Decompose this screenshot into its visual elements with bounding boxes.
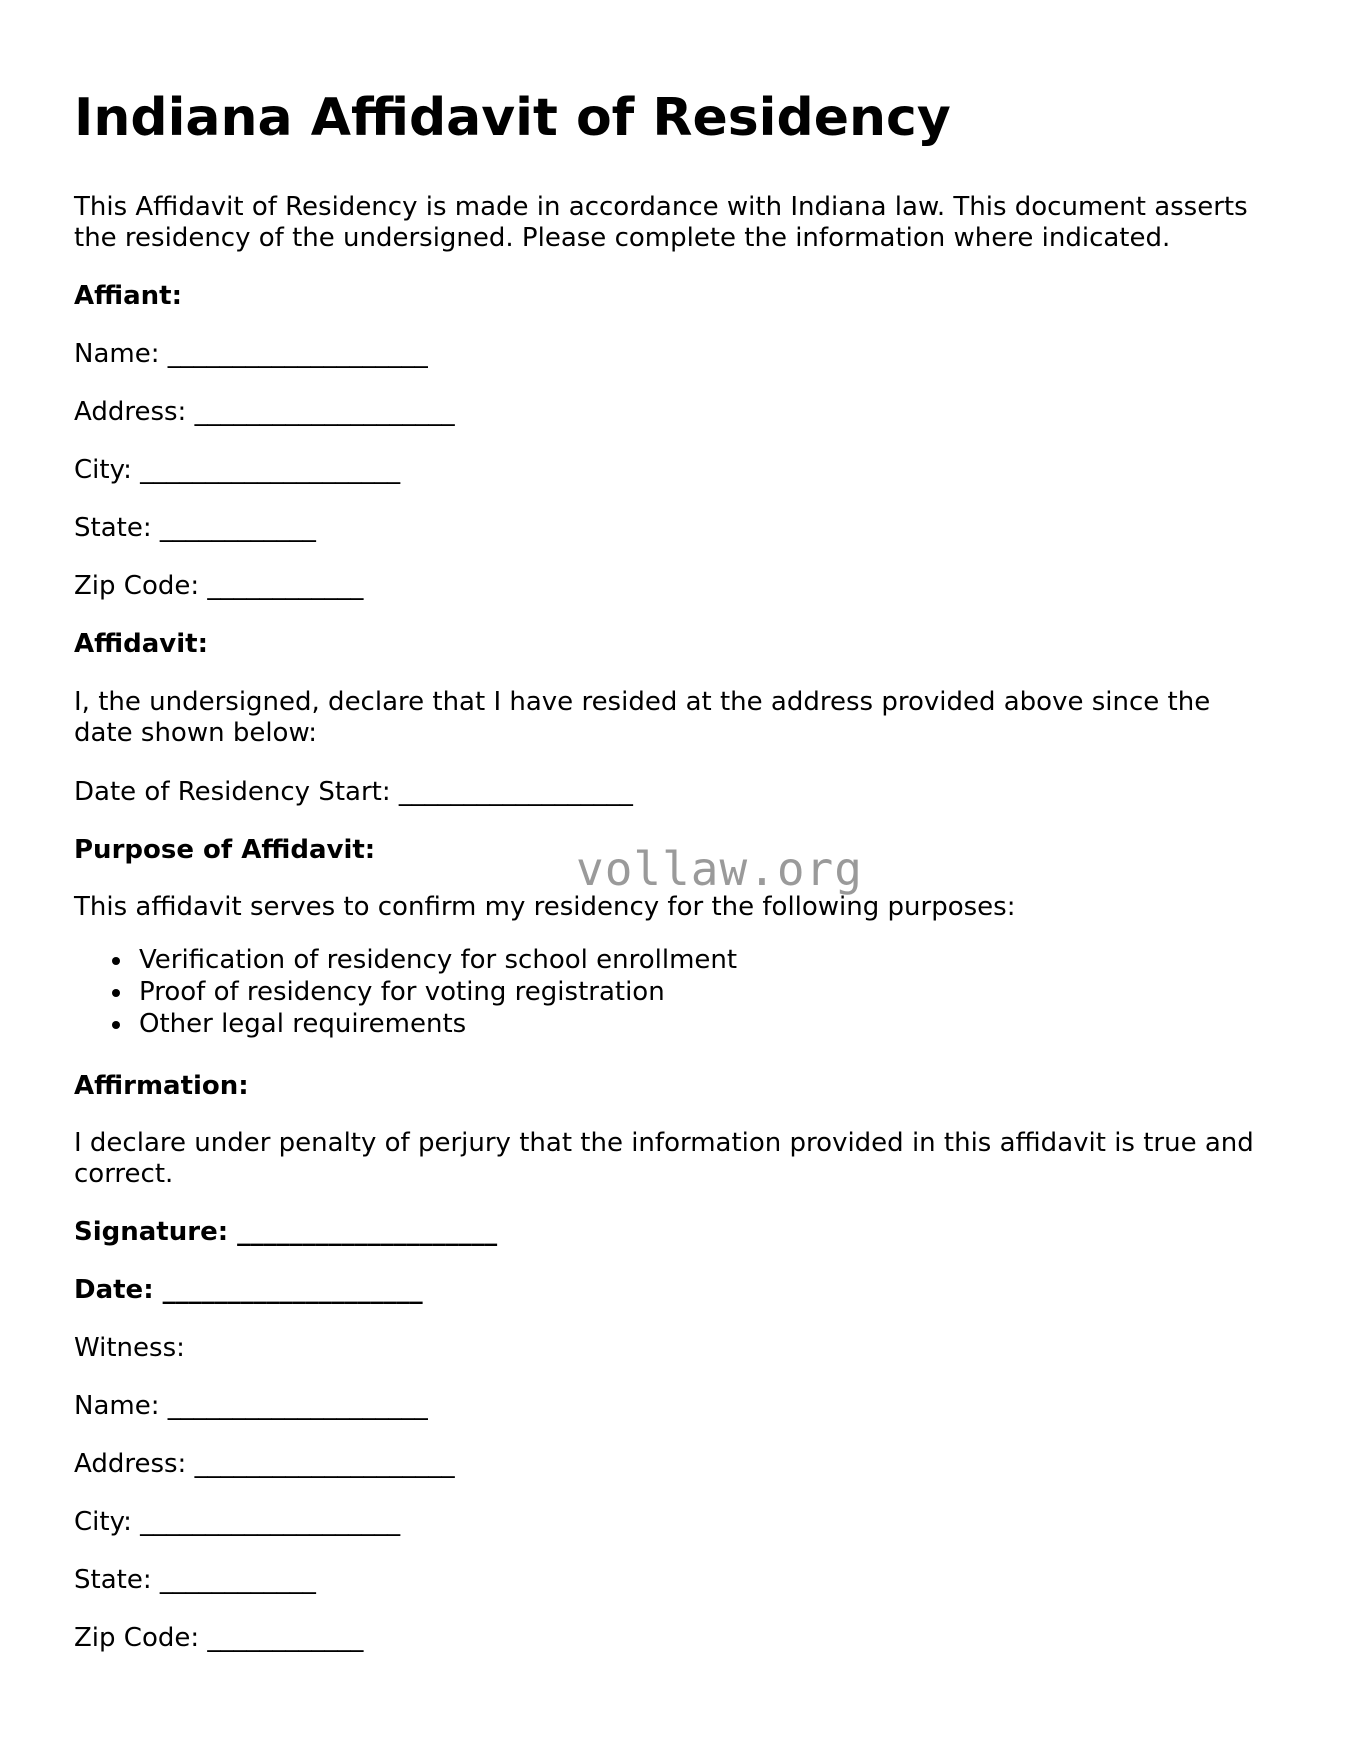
date-field: Date: ____________________ <box>74 1275 423 1305</box>
purpose-heading: Purpose of Affidavit: <box>74 835 376 865</box>
watermark: vollaw.org <box>576 842 863 896</box>
bullet-icon <box>112 1021 120 1029</box>
list-item <box>74 944 737 976</box>
witness-state-field: State: ____________ <box>74 1565 316 1595</box>
bullet-icon <box>112 957 120 965</box>
list-item <box>74 1008 737 1040</box>
affirmation-heading: Affirmation: <box>74 1071 249 1101</box>
intro-paragraph: This Affidavit of Residency is made in accordance with Indiana law. This document asserts the residency of the undersigned. Please complete the information where indicated. <box>74 192 1248 253</box>
document-title: Indiana Affidavit of Residency <box>74 88 951 148</box>
affiant-zip-field: Zip Code: ____________ <box>74 571 364 601</box>
witness-city-field: City: ____________________ <box>74 1507 401 1537</box>
witness-zip-field: Zip Code: ____________ <box>74 1623 364 1653</box>
affiant-city-field: City: ____________________ <box>74 455 401 485</box>
bullet-icon <box>112 989 120 997</box>
residency-start-date-field: Date of Residency Start: __________________ <box>74 777 633 807</box>
list-item <box>74 976 737 1008</box>
witness-address-field: Address: ____________________ <box>74 1449 455 1479</box>
purpose-item-label: Proof of residency for voting registration <box>139 977 665 1007</box>
affiant-name-field: Name: ____________________ <box>74 339 428 369</box>
purpose-statement: This affidavit serves to confirm my residency for the following purposes: <box>74 892 1016 922</box>
witness-name-field: Name: ____________________ <box>74 1391 428 1421</box>
affiant-heading: Affiant: <box>74 281 182 311</box>
purpose-item-label: Other legal requirements <box>139 1009 467 1039</box>
affirmation-statement: I declare under penalty of perjury that the information provided in this affidavit is true and correct. <box>74 1128 1254 1189</box>
affidavit-heading: Affidavit: <box>74 629 208 659</box>
purpose-list <box>74 944 737 1040</box>
affidavit-statement: I, the undersigned, declare that I have resided at the address provided above since the date shown below: <box>74 687 1211 748</box>
signature-field: Signature: ____________________ <box>74 1217 498 1247</box>
affiant-address-field: Address: ____________________ <box>74 397 455 427</box>
witness-heading: Witness: <box>74 1333 185 1363</box>
affiant-state-field: State: ____________ <box>74 513 316 543</box>
purpose-item-label: Verification of residency for school enrollment <box>139 945 738 975</box>
